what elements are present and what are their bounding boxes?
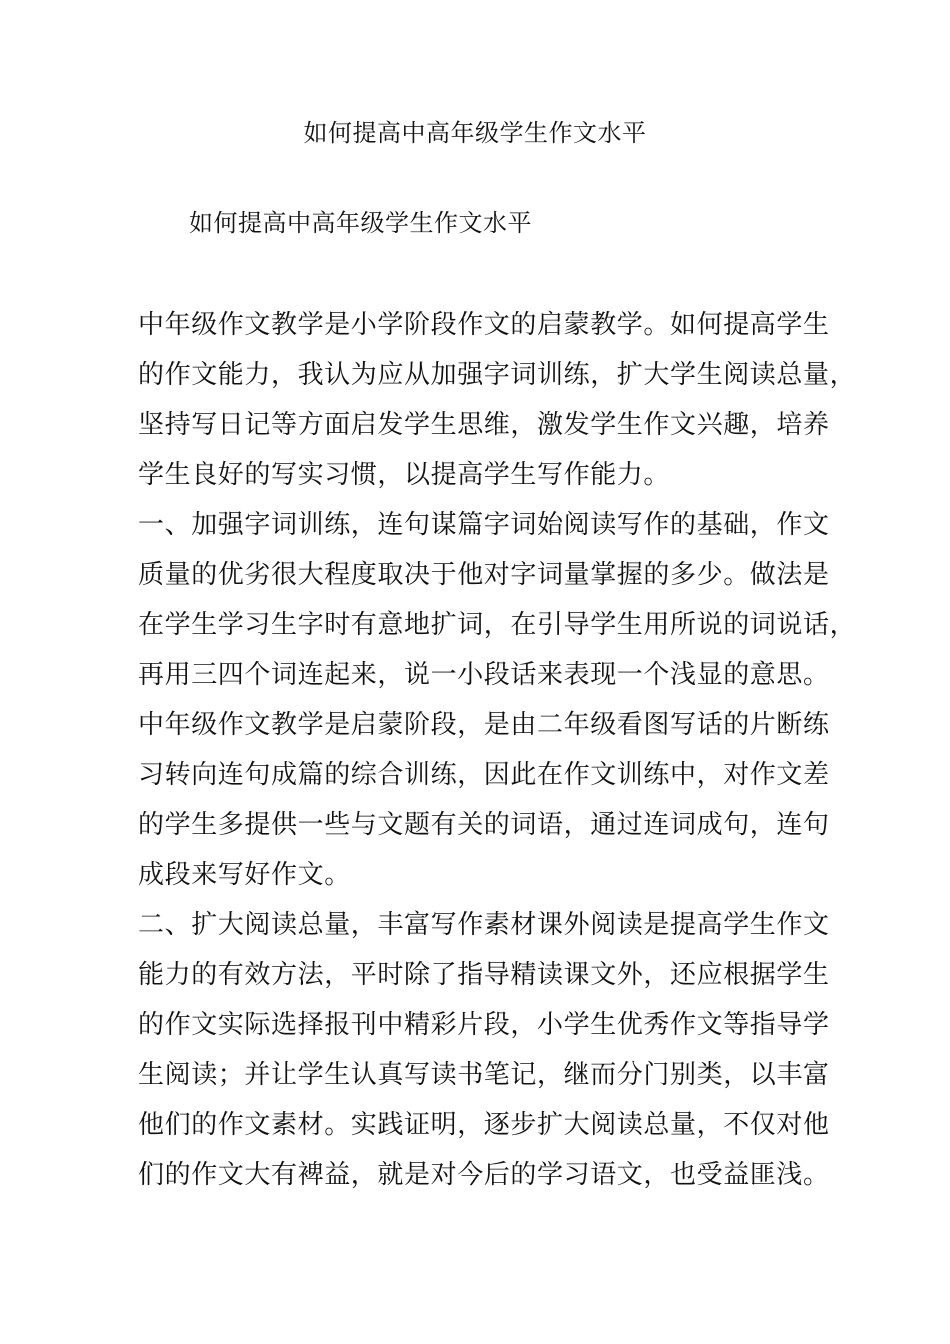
- body-line: 们的作文大有裨益，就是对今后的学习语文，也受益匪浅。: [138, 1160, 830, 1190]
- body-line: 再用三四个词连起来，说一小段话来表现一个浅显的意思。: [138, 660, 830, 690]
- body-line: 生阅读；并让学生认真写读书笔记，继而分门别类，以丰富: [138, 1060, 830, 1090]
- body-line: 学生良好的写实习惯，以提高学生写作能力。: [138, 460, 671, 490]
- body-line: 的作文实际选择报刊中精彩片段，小学生优秀作文等指导学: [138, 1010, 830, 1040]
- body-line: 成段来写好作文。: [138, 860, 351, 890]
- body-line: 在学生学习生字时有意地扩词，在引导学生用所说的词说话，: [138, 610, 857, 640]
- body-line: 二、扩大阅读总量，丰富写作素材课外阅读是提高学生作文: [138, 910, 830, 940]
- body-line: 中年级作文教学是启蒙阶段，是由二年级看图写话的片断练: [138, 710, 830, 740]
- body-line: 他们的作文素材。实践证明，逐步扩大阅读总量，不仅对他: [138, 1110, 830, 1140]
- body-line: 质量的优劣很大程度取决于他对字词量掌握的多少。做法是: [138, 560, 830, 590]
- body-line: 坚持写日记等方面启发学生思维，激发学生作文兴趣，培养: [138, 410, 830, 440]
- body-line: 的学生多提供一些与文题有关的词语，通过连词成句，连句: [138, 810, 830, 840]
- body-line: 中年级作文教学是小学阶段作文的启蒙教学。如何提高学生: [138, 310, 830, 340]
- document-title: 如何提高中高年级学生作文水平: [303, 119, 647, 147]
- document-body: [138, 300, 857, 1200]
- body-line: 能力的有效方法，平时除了指导精读课文外，还应根据学生: [138, 960, 830, 990]
- body-line: 的作文能力，我认为应从加强字词训练，扩大学生阅读总量，: [138, 360, 857, 390]
- body-line: 习转向连句成篇的综合训练，因此在作文训练中，对作文差: [138, 760, 830, 790]
- document-subtitle: 如何提高中高年级学生作文水平: [189, 209, 532, 237]
- body-line: 一、加强字词训练，连句谋篇字词始阅读写作的基础，作文: [138, 510, 830, 540]
